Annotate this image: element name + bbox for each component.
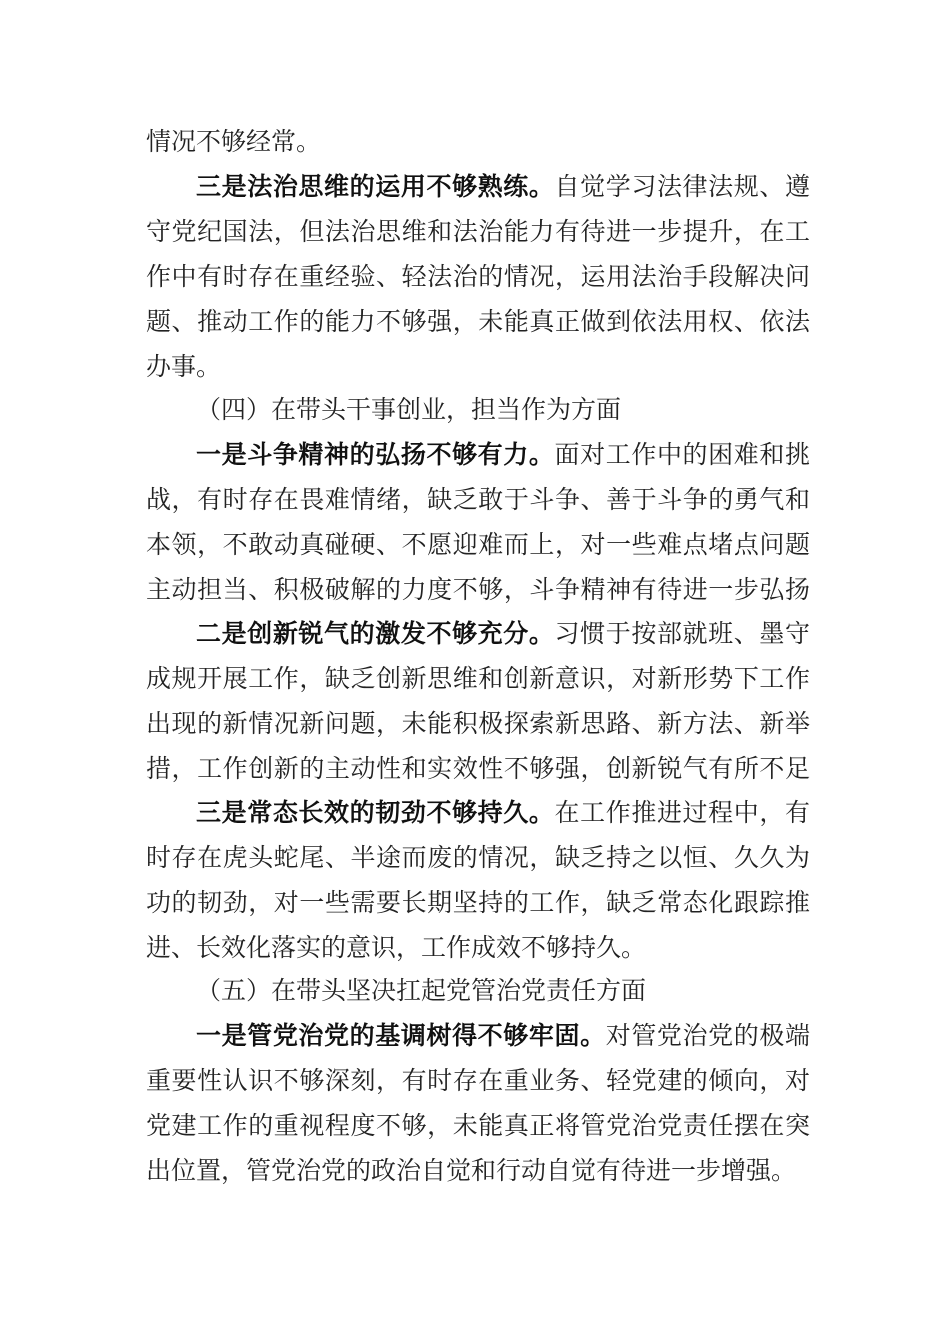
- line-text: 进、长效化落实的意识，工作成效不够持久。: [146, 933, 647, 962]
- heading-text: （四）在带头干事创业，担当作为方面: [196, 395, 622, 424]
- text-line: [146, 838, 810, 878]
- line-text: 自觉学习法律法规、遵: [554, 172, 810, 201]
- text-line: [146, 1106, 810, 1146]
- section-heading: [196, 390, 810, 430]
- line-text: 战，有时存在畏难情绪，缺乏敢于斗争、善于斗争的勇气和: [146, 485, 810, 514]
- line-text: 题、推动工作的能力不够强，未能真正做到依法用权、依法: [146, 307, 810, 336]
- text-line: [146, 1061, 810, 1101]
- line-text: 成规开展工作，缺乏创新思维和创新意识，对新形势下工作: [146, 664, 810, 693]
- text-line: [146, 704, 810, 744]
- line-text: 面对工作中的困难和挑: [554, 440, 810, 469]
- line-text: 功的韧劲，对一些需要长期坚持的工作，缺乏常态化跟踪推: [146, 888, 810, 917]
- text-line: [146, 347, 810, 387]
- line-text: 出现的新情况新问题，未能积极探索新思路、新方法、新举: [146, 709, 810, 738]
- line-text: 时存在虎头蛇尾、半途而废的情况，缺乏持之以恒、久久为: [146, 843, 810, 872]
- paragraph-lead: 三是法治思维的运用不够熟练。: [196, 172, 555, 201]
- paragraph-lead: 一是管党治党的基调树得不够牢固。: [196, 1021, 606, 1050]
- paragraph-lead: 一是斗争精神的弘扬不够有力。: [196, 440, 555, 469]
- line-text: 在工作推进过程中，有: [554, 798, 810, 827]
- line-text: 对管党治党的极端: [605, 1021, 810, 1050]
- paragraph-start: [196, 167, 810, 207]
- section-heading: [196, 971, 810, 1011]
- text-line: [146, 928, 810, 968]
- line-text: 出位置，管党治党的政治自觉和行动自觉有待进一步增强。: [146, 1156, 797, 1185]
- text-line: [146, 883, 810, 923]
- line-text: 情况不够经常。: [146, 127, 322, 156]
- line-text: 习惯于按部就班、墨守: [554, 619, 810, 648]
- text-line: [146, 1151, 810, 1191]
- line-text: 党建工作的重视程度不够，未能真正将管党治党责任摆在突: [146, 1111, 810, 1140]
- text-line: [146, 257, 810, 297]
- line-text: 重要性认识不够深刻，有时存在重业务、轻党建的倾向，对: [146, 1066, 810, 1095]
- paragraph-start: [196, 793, 810, 833]
- text-line: [146, 302, 810, 342]
- text-line: [146, 480, 810, 520]
- paragraph-start: [196, 1016, 810, 1056]
- line-text: 主动担当、积极破解的力度不够，斗争精神有待进一步弘扬: [146, 575, 810, 604]
- text-line: [146, 122, 810, 162]
- paragraph-start: [196, 614, 810, 654]
- paragraph-lead: 二是创新锐气的激发不够充分。: [196, 619, 555, 648]
- paragraph-start: [196, 435, 810, 475]
- paragraph-lead: 三是常态长效的韧劲不够持久。: [196, 798, 555, 827]
- text-line: [146, 212, 810, 252]
- text-line: [146, 749, 810, 789]
- text-line: [146, 525, 810, 565]
- line-text: 办事。: [146, 352, 222, 381]
- text-line: [146, 659, 810, 699]
- heading-text: （五）在带头坚决扛起党管治党责任方面: [196, 976, 647, 1005]
- line-text: 作中有时存在重经验、轻法治的情况，运用法治手段解决问: [146, 262, 810, 291]
- line-text: 守党纪国法，但法治思维和法治能力有待进一步提升，在工: [146, 217, 810, 246]
- line-text: 本领，不敢动真碰硬、不愿迎难而上，对一些难点堵点问题: [146, 530, 810, 559]
- text-line: [146, 570, 810, 610]
- line-text: 措，工作创新的主动性和实效性不够强，创新锐气有所不足: [146, 754, 810, 783]
